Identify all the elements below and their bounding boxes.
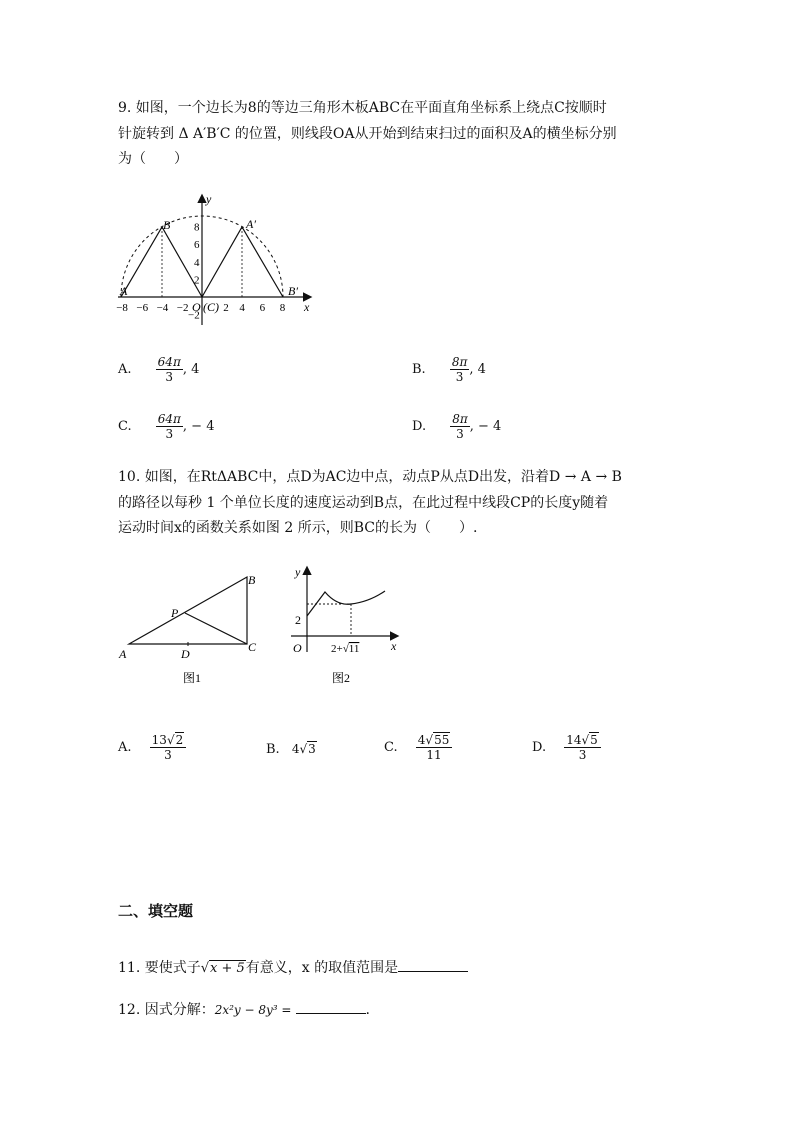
- q9-y-label: y: [206, 192, 212, 206]
- q9-option-a[interactable]: [118, 355, 199, 384]
- q10-fig2-x-label: x: [391, 639, 397, 653]
- q9-option-b[interactable]: [412, 355, 486, 384]
- q10-figure-2-caption: 图2: [332, 671, 351, 685]
- q10-option-d[interactable]: D. $\frac{14√5}{3}$: [532, 733, 601, 762]
- q9-x-tick: −2: [176, 302, 189, 314]
- q10-label-c: C: [248, 640, 257, 654]
- q10-fig2-x-tick: 2+√11: [331, 643, 360, 655]
- q10-option-c-letter: C.: [384, 740, 398, 755]
- q9-a2-label: A′: [246, 217, 256, 231]
- q9-y-tick: −2: [188, 309, 200, 322]
- q11-after: 有意义，x 的取值范围是: [245, 960, 399, 976]
- q9-option-b-num: 8π: [451, 355, 468, 369]
- q9-option-a-tail: , 4: [182, 362, 200, 377]
- q9-option-a-den: 3: [165, 370, 174, 384]
- q9-origin-label: O: [192, 300, 201, 314]
- q11-radicand: x + 5: [210, 961, 245, 976]
- q9-option-a-num: 64π: [157, 355, 181, 369]
- q9-triangle-a2b2c: [202, 227, 283, 297]
- q12-answer-blank[interactable]: [296, 1013, 366, 1014]
- q11-answer-blank[interactable]: [398, 971, 468, 972]
- q10-triangle-abc: [129, 577, 247, 644]
- q9-option-c[interactable]: [118, 412, 214, 441]
- q9-option-d-den: 3: [456, 427, 464, 441]
- q10-option-b-letter: B.: [266, 742, 280, 757]
- q9-option-b-letter: B.: [412, 362, 426, 377]
- q9-option-d-num: 8π: [452, 412, 468, 426]
- q12: [118, 997, 370, 1023]
- q9-y-tick: 4: [194, 256, 200, 269]
- q9-x-tick: 4: [239, 302, 245, 314]
- q9-option-d-letter: D.: [412, 419, 427, 434]
- q9-x-label: x: [304, 300, 310, 314]
- q9-x-tick: 8: [279, 302, 286, 314]
- q10-segment-cp: [185, 613, 247, 644]
- q12-expression: 2x²y − 8y³ =: [214, 1003, 292, 1017]
- q9-x-tick: −8: [116, 302, 128, 314]
- q9-figure: [110, 190, 330, 330]
- q9-a-label: A: [120, 284, 128, 298]
- q10-fig2-y-tick: 2: [295, 613, 301, 627]
- q9-b-label: B: [163, 218, 171, 232]
- q9-option-b-den: 3: [455, 370, 464, 384]
- q9-line-2: 针旋转到 Δ A′B′C 的位置，则线段OA从开始到结束扫过的面积及A的横坐标分别: [118, 126, 617, 142]
- q9-option-a-letter: A.: [118, 362, 132, 377]
- q10-option-d-letter: D.: [532, 740, 547, 755]
- q10-fig2-y-label: y: [295, 565, 301, 579]
- q10-label-a: A: [119, 647, 127, 661]
- q9-option-b-tail: , 4: [469, 362, 486, 377]
- q10-line-2: 的路径以每秒 1 个单位长度的速度运动到B点，在此过程中线段CP的长度y随着: [118, 495, 609, 511]
- q9-y-tick: 2: [194, 274, 200, 287]
- q10-figure-1-caption: 图1: [183, 671, 202, 685]
- q9-x-tick: −6: [136, 302, 149, 314]
- q11: 11. 要使式子√x + 5有意义，x 的取值范围是: [118, 955, 468, 982]
- section-title: 二、填空题: [118, 902, 194, 920]
- q9-x-tick: 6: [259, 302, 266, 314]
- q11-before: 11. 要使式子: [118, 960, 201, 976]
- q9-option-d[interactable]: [412, 412, 501, 441]
- q10-option-a-letter: A.: [118, 740, 132, 755]
- q10-label-d: D: [181, 647, 190, 661]
- q10-figure-2: [285, 560, 410, 690]
- q9-c-label: (C): [203, 300, 219, 314]
- q12-before: 12. 因式分解：: [118, 1002, 215, 1018]
- q10-line-1: 10. 如图，在RtΔABC中，点D为AC边中点，动点P从点D出发，沿着D → A → B: [118, 469, 622, 485]
- q9-x-tick: −4: [156, 302, 169, 314]
- q9-line-3: 为（ ）: [118, 151, 188, 167]
- q10-fig2-origin: O: [293, 641, 302, 655]
- q10-option-b[interactable]: B. 4√3: [266, 742, 316, 757]
- q10-curve: [307, 591, 385, 616]
- q9-line-1: 9. 如图，一个边长为8的等边三角形木板ABC在平面直角坐标系上绕点C按顺时: [118, 100, 607, 116]
- q9-option-c-tail: , − 4: [182, 419, 215, 434]
- q9-option-c-den: 3: [165, 427, 174, 441]
- q9-b2-label: B′: [288, 284, 298, 298]
- q12-after: .: [365, 1002, 370, 1018]
- q9-triangle-abc: [121, 227, 202, 297]
- q10-figure-1: [115, 565, 275, 690]
- q10-label-p: P: [171, 606, 179, 620]
- q9-option-c-num: 64π: [157, 412, 181, 426]
- q10-option-c[interactable]: C. $\frac{4√55}{11}$: [384, 733, 452, 762]
- q9-y-tick: 6: [194, 239, 200, 252]
- q9-option-c-letter: C.: [118, 419, 132, 434]
- q10-label-b: B: [248, 573, 256, 587]
- q10-option-a[interactable]: A. $\frac{13√2}{3}$: [118, 733, 186, 762]
- q9-x-tick: 2: [223, 302, 229, 314]
- q10-line-3: 运动时间x的函数关系如图 2 所示，则BC的长为（ ）.: [118, 520, 478, 536]
- q9-option-d-tail: , − 4: [469, 419, 502, 434]
- q9-y-tick: 8: [194, 221, 200, 234]
